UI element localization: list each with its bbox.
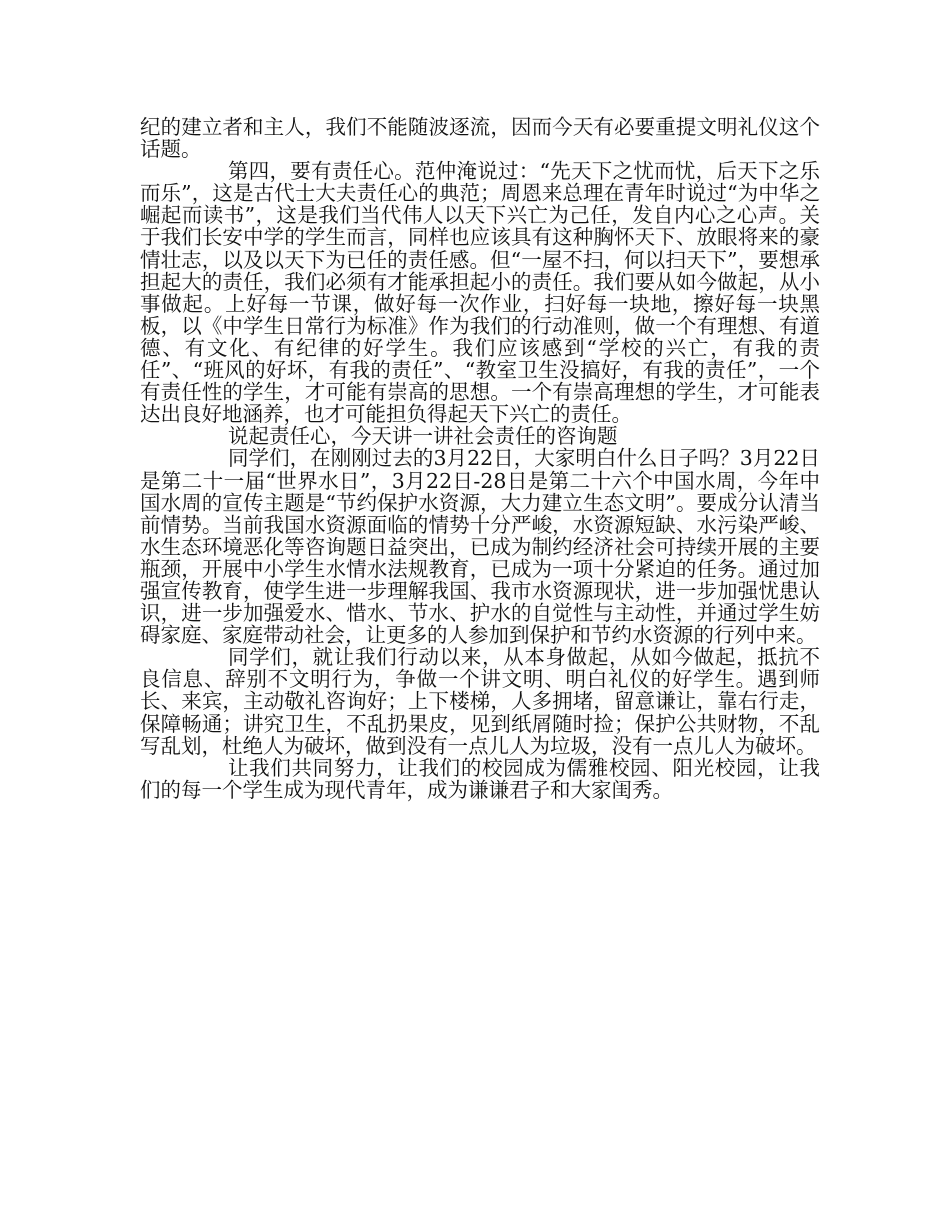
paragraph-responsibility: 第四，要有责任心。范仲淹说过：“先天下之忧而忧，后天下之乐而乐”，这是古代士大夫责任心的典范；周恩来总理在青年时说过“为中华之崛起而读书”，这是我们当代伟人以天下兴亡为己任，发自内心之心声。关于我们长安中学的学生而言，同样也应该具有这种胸怀天下、放眼将来的豪情壮志，以及以天下为已任的责任感。但“一屋不扫，何以扫天下”，要想承担起大的责任，我们必须有才能承担起小的责任。我们要从如今做起，从小事做起。上好每一节课，做好每一次作业，扫好每一块地，擦好每一块黑板，以《中学生日常行为标准》作为我们的行动准则，做一个有理想、有道德、有文化、有纪律的好学生。我们应该感到“学校的兴亡，有我的责任”、“班风的好坏，有我的责任”、“教室卫生没搞好，有我的责任”，一个有责任性的学生，才可能有崇高的思想。一个有崇高理想的学生，才可能表达出良好地涵养，也才可能担负得起天下兴亡的责任。 (140, 159, 820, 427)
paragraph-world-water-day: 同学们，在刚刚过去的3月22日，大家明白什么日子吗？3月22日是第二十一届“世界水日”，3月22日-28日是第二十六个中国水周，今年中国水周的宣传主题是“节约保护水资源，大力建立生态文明”。要成分认清当前情势。当前我国水资源面临的情势十分严峻，水资源短缺、水污染严峻、水生态环境恶化等咨询题日益突出，已成为制约经济社会可持续开展的主要瓶颈，开展中小学生水情水法规教育，已成为一项十分紧迫的任务。通过加强宣传教育，使学生进一步理解我国、我市水资源现状，进一步加强忧患认识，进一步加强爱水、惜水、节水、护水的自觉性与主动性，并通过学生妨碍家庭、家庭带动社会，让更多的人参加到保护和节约水资源的行列中来。 (140, 446, 820, 648)
document-body (140, 116, 820, 801)
paragraph-closing: 让我们共同努力，让我们的校园成为儒雅校园、阳光校园，让我们的每一个学生成为现代青年，成为谦谦君子和大家闺秀。 (140, 755, 820, 802)
paragraph-civilized-behavior: 同学们，就让我们行动以来，从本身做起，从如今做起，抵抗不良信息、辞别不文明行为，争做一个讲文明、明白礼仪的好学生。遇到师长、来宾，主动敬礼咨询好；上下楼梯，人多拥堵，留意谦让，靠右行走，保障畅通；讲究卫生，不乱扔果皮，见到纸屑随时捡；保护公共财物，不乱写乱划，杜绝人为破坏，做到没有一点儿人为垃圾，没有一点儿人为破坏。 (140, 645, 820, 758)
paragraph-social-responsibility-intro: 说起责任心，今天讲一讲社会责任的咨询题 (228, 424, 618, 449)
paragraph-continuation: 纪的建立者和主人，我们不能随波逐流，因而今天有必要重提文明礼仪这个话题。 (140, 115, 820, 162)
